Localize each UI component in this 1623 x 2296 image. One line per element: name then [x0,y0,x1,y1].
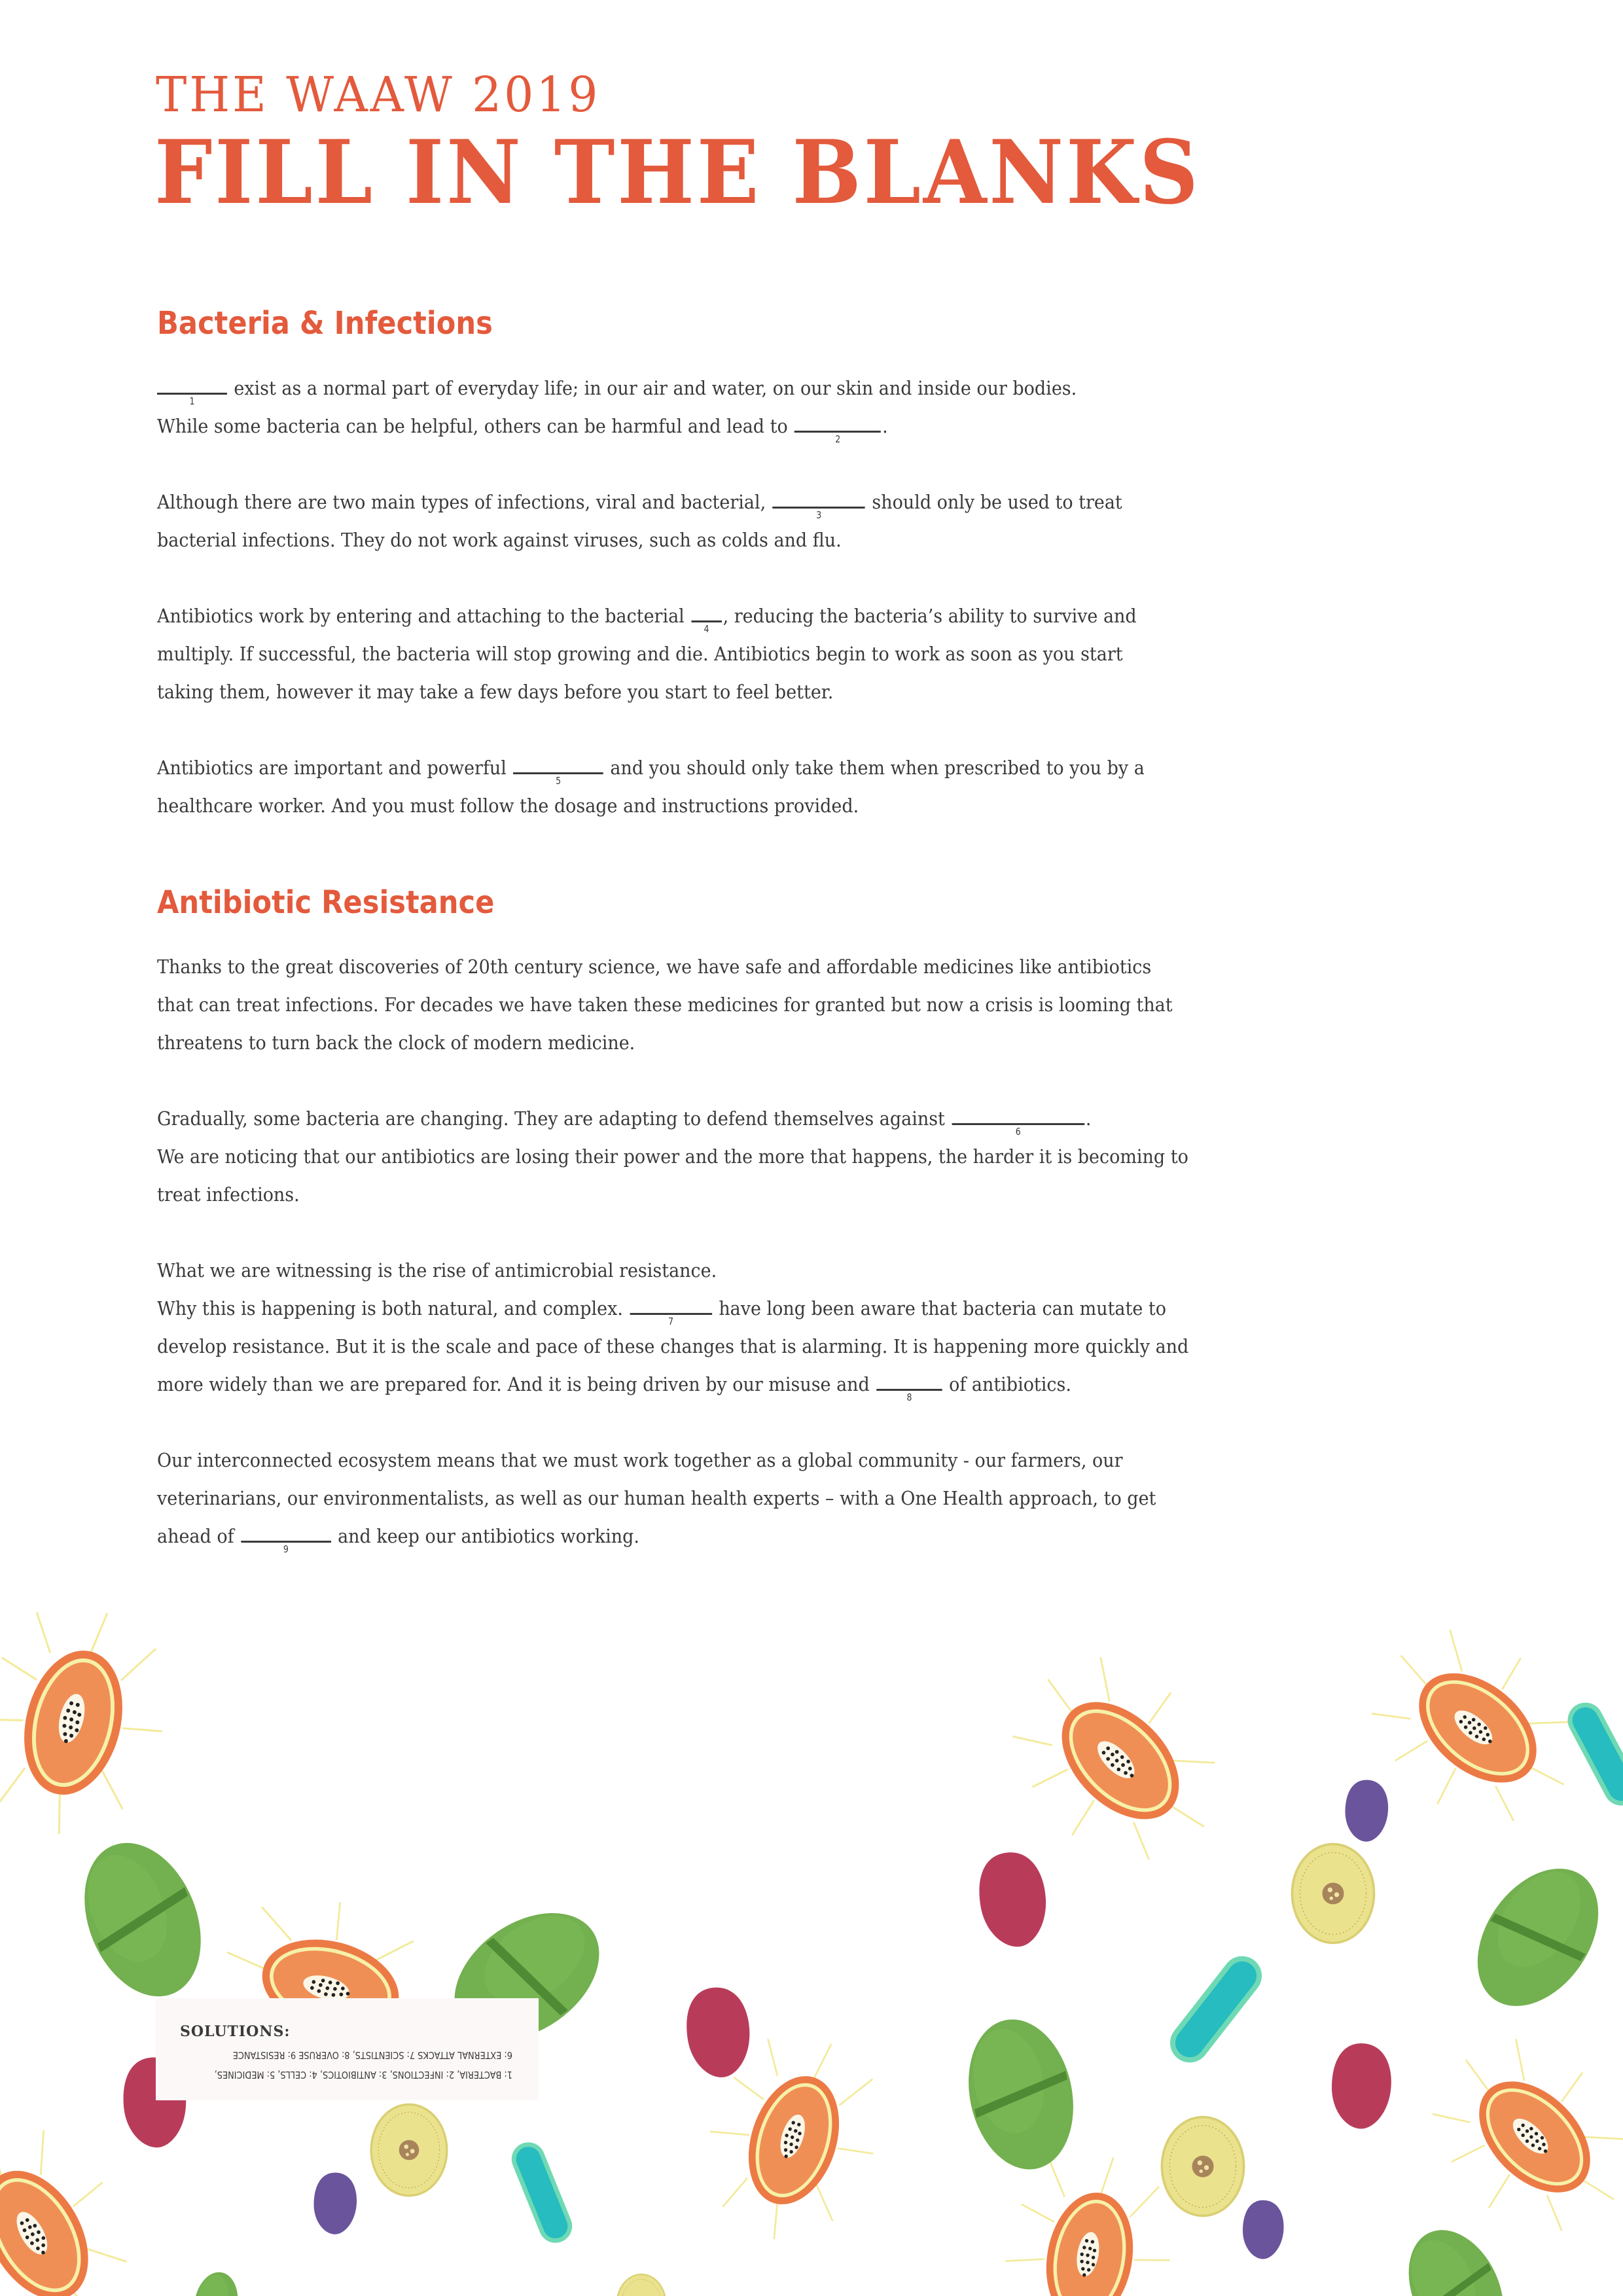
text-segment: treat infections. [157,1183,300,1206]
text-line [157,673,1192,711]
cocci-icon [1243,2200,1284,2259]
paragraph [157,369,1270,445]
text-segment: have long been aware that bacteria can mutate to [713,1297,1166,1319]
bacillus-icon [507,2138,577,2248]
blank-2[interactable] [794,410,881,445]
cocci-icon [681,1983,756,2081]
text-line [157,1479,1192,1517]
text-line [157,1365,1192,1403]
blank-number: 6 [1015,1126,1021,1138]
text-segment: taking them, however it may take a few days before you start to feel better. [157,681,834,703]
text-line [157,1327,1192,1365]
paragraph [157,1441,1270,1555]
blank-number: 9 [283,1543,289,1555]
text-line [157,986,1192,1024]
text-segment: . [1085,1107,1092,1130]
text-line [157,1441,1192,1479]
blank-5[interactable] [513,751,603,787]
text-line [157,1517,1192,1555]
blank-number: 4 [704,623,709,635]
cell-icon [617,2274,666,2296]
rod-bacterium-icon [1404,2008,1623,2267]
worksheet-title: FILL IN THE BLANKS [154,120,1201,224]
rod-bacterium-icon [0,1597,187,1852]
text-segment: Our interconnected ecosystem means that we must work together as a global community - our farmers, our [157,1449,1123,1471]
text-line [157,635,1192,673]
text-segment: Antibiotics are important and powerful [157,757,512,779]
text-segment: multiply. If successful, the bacteria will stop growing and die. Antibiotics begin to work as soon as you start [157,643,1123,665]
paragraph [157,749,1270,825]
text-line [157,1138,1192,1175]
text-segment: , reducing the bacteria’s ability to survive and [722,605,1137,627]
cocci-icon [1346,1780,1389,1842]
bacillus-icon [1162,1948,1270,2071]
blank-number: 3 [816,509,822,521]
text-segment: and you should only take them when prescribed to you by a [604,757,1145,779]
paragraph [157,483,1270,559]
text-line [157,369,1192,407]
text-segment: Thanks to the great discoveries of 20th century science, we have safe and affordable medicines like antibiotics [157,956,1152,978]
text-segment: exist as a normal part of everyday life; in our air and water, on our skin and inside our bodies. [228,377,1077,399]
text-line [157,1024,1192,1062]
text-line [157,483,1192,521]
blank-6[interactable] [952,1102,1084,1138]
text-segment: Antibiotics work by entering and attaching to the bacterial [157,605,690,627]
text-segment: bacterial infections. They do not work against viruses, such as colds and flu. [157,529,842,551]
blank-4[interactable] [691,600,722,635]
cocci-icon [314,2173,357,2234]
cell-icon [1292,1844,1374,1943]
blank-1[interactable] [157,372,227,407]
text-segment: more widely than we are prepared for. And it is being driven by our misuse and [157,1373,876,1395]
text-segment: Why this is happening is both natural, and complex. [157,1297,629,1319]
blank-number: 7 [668,1316,674,1327]
text-segment: and keep our antibiotics working. [332,1525,639,1547]
blank-number: 8 [906,1391,912,1403]
solutions-answers-upside-down [182,2045,512,2085]
worksheet-subtitle: THE WAAW 2019 [156,67,601,123]
text-segment: develop resistance. But it is the scale and pace of these changes that is alarming. It is happening more quickly and [157,1335,1189,1357]
text-segment: ahead of [157,1525,240,1547]
blank-number: 5 [556,775,562,787]
text-line [157,1251,1192,1289]
text-segment: of antibiotics. [943,1373,1071,1395]
text-segment: that can treat infections. For decades we have taken these medicines for granted but now a crisis is looming that [157,994,1173,1016]
diplococcus-icon [63,1825,222,2014]
blank-number: 1 [189,395,195,407]
blank-3[interactable] [773,486,865,521]
text-segment: veterinarians, our environmentalists, as well as our human health experts – with a One Health approach, to get [157,1487,1156,1509]
cocci-icon [1332,2043,1391,2129]
bacteria-illustration [0,1597,1623,2296]
cell-icon [371,2104,447,2195]
solutions-line: 6: EXTERNAL ATTACKS 7: SCIENTISTS, 8: OVERUSE 9: RESISTANCE [232,2049,512,2061]
diplococcus-icon [1453,1846,1623,2028]
text-segment: healthcare worker. And you must follow the dosage and instructions provided. [157,795,859,817]
text-segment: . [882,415,888,437]
text-segment: threatens to turn back the clock of modern medicine. [157,1031,635,1054]
cocci-icon [972,1847,1054,1952]
paragraph [157,1100,1270,1213]
blank-9[interactable] [241,1520,331,1555]
text-line [157,407,1192,445]
text-segment: While some bacteria can be helpful, others can be harmful and lead to [157,415,794,437]
text-line [157,1175,1192,1213]
solutions-box [156,1998,539,2100]
text-segment: We are noticing that our antibiotics are losing their power and the more that happens, the harder it is becoming to [157,1145,1188,1168]
text-line [157,749,1192,787]
diplococcus-icon [1390,2215,1522,2296]
diplococcus-icon [955,2009,1087,2179]
solutions-title: SOLUTIONS: [180,2023,291,2040]
solutions-line: 1: BACTERIA, 2: INFECTIONS, 3: ANTIBIOTICS, 4: CELLS, 5: MEDICINES, [214,2069,512,2081]
text-line [157,948,1192,986]
cell-icon [1162,2117,1243,2216]
blank-number: 2 [835,433,841,445]
text-segment: Although there are two main types of infections, viral and bacterial, [157,491,772,513]
text-segment: What we are witnessing is the rise of antimicrobial resistance. [157,1259,717,1282]
section-heading-bacteria-infections: Bacteria & Infections [157,305,493,342]
text-line [157,521,1192,559]
paragraph [157,948,1270,1062]
paragraph [157,597,1270,711]
blank-7[interactable] [630,1292,712,1327]
paragraph [157,1251,1270,1403]
diplococcus-icon [189,2269,243,2296]
text-segment: Gradually, some bacteria are changing. They are adapting to defend themselves against [157,1107,951,1130]
blank-8[interactable] [876,1368,942,1403]
text-line [157,1100,1192,1138]
bacillus-icon [1561,1696,1623,1812]
text-segment: should only be used to treat [866,491,1122,513]
text-line [157,1289,1192,1327]
section-heading-antibiotic-resistance: Antibiotic Resistance [157,884,495,921]
text-line [157,597,1192,635]
text-line [157,787,1192,825]
